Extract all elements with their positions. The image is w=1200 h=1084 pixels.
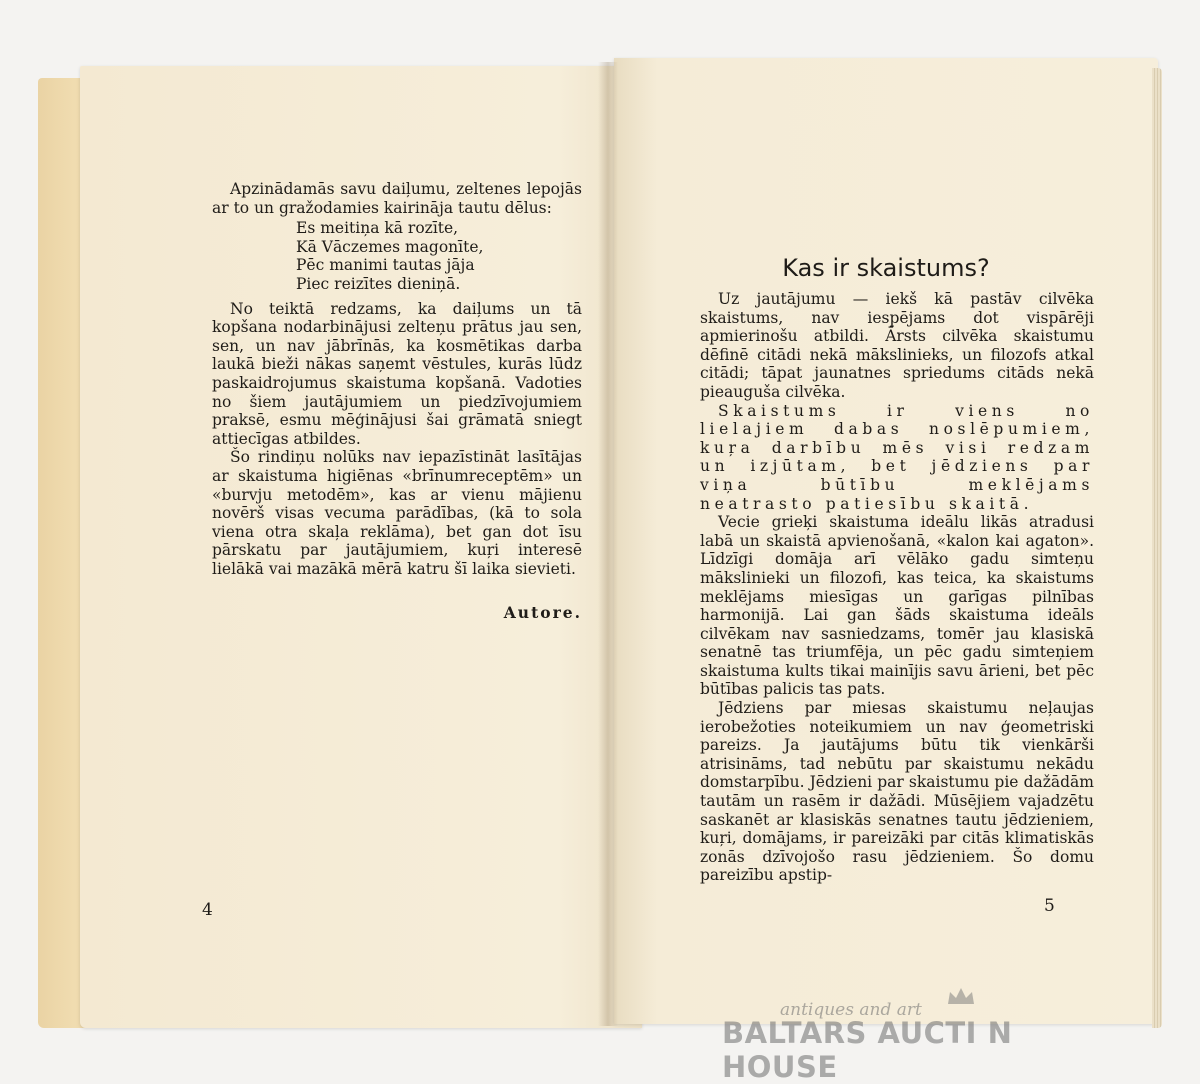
verse-line: Es meitiņa kā rozīte,: [296, 219, 459, 238]
verse-line: Piec reizītes dieniņā.: [296, 274, 461, 293]
page-stack-edge: [1152, 68, 1162, 1028]
right-paragraph-3: Vecie grieķi skaistuma ideālu likās atradusi labā un skaistā apvienošanā, «kalon kai agaton». Līdzīgi domāja arī vēlāko gadu simteņu mākslinieki un filozofi, kas teica, ka skaistums meklējams miesīgas un garīgas pilnības harmonijā. Lai gan šāds skaistuma ideāls cilvēkam nav sasniedzams, tomēr jau klasiskā senatnē tas triumfēja, un pēc gadu simteņiem skaistuma kults tikai mainījis savu ārieni, bet pēc būtības palicis tas pats.: [700, 513, 1094, 699]
right-paragraph-4: Jēdziens par miesas skaistumu neļaujas ierobežoties noteikumiem un nav ģeometriski pareizs. Ja jautājums būtu tik vienkārši atrisināms, tad nebūtu par skaistumu nekādu domstarpību. Jēdzieni par skaistumu pie dažādām tautām un rasēm ir dažādi. Mūsējiem vajadzētu saskanēt ar klasiskās senatnes tautu jēdzieniem, kuŗi, domājams, ir pareizāki par citās klimatiskās zonās dzīvojošo rasu jēdzieniem. Šo domu pareizību apstip-: [700, 699, 1094, 885]
left-paragraph-2: No teiktā redzams, ka daiļums un tā kopšana nodarbinājusi zelteņu prātus jau sen, sen, un nav jābrīnās, ka kosmētikas darba laukā bieži nākas saņemt vēstules, kurās lūdz paskaidrojumus skaistuma kopšanā. Vadoties no šiem jautājumiem un piedzīvojumiem praksē, esmu mēģinājusi šai grāmatā sniegt attiecīgas atbildes.: [212, 299, 582, 448]
page-number-right: 5: [1044, 896, 1055, 916]
verse-line: Kā Vāczemes magonīte,: [296, 237, 484, 256]
auction-house-watermark: [722, 1000, 1122, 1084]
page-number-left: 4: [202, 900, 213, 920]
right-page: [614, 58, 1158, 1024]
open-book: [38, 58, 1170, 1038]
left-page: [80, 66, 642, 1028]
author-signature: Autore.: [503, 603, 582, 623]
right-paragraph-2-spaced: Skaistums ir viens no lielajiem dabas noslēpumiem, kuŗa darbību mēs visi redzam un izjūtam, bet jēdziens par viņa būtību meklējams neatrasto patiesību skaitā.: [700, 401, 1094, 513]
chapter-heading: Kas ir skaistums?: [782, 254, 990, 282]
right-paragraph-1: Uz jautājumu — iekš kā pastāv cilvēka skaistums, nav iespējams dot vispārēji apmierinošu atbildi. Ārsts cilvēka skaistumu dēfinē citādi nekā mākslinieks, un filozofs atkal citādi; tāpat jaunatnes spriedums citāds nekā pieauguša cilvēka.: [700, 290, 1094, 401]
book-gutter: [598, 62, 618, 1026]
left-paragraph-1: Apzinādamās savu daiļumu, zeltenes lepojās ar to un gražodamies kairināja tautu dēlus:: [212, 180, 582, 217]
watermark-tagline: antiques and art: [780, 1000, 922, 1020]
folk-verse: [296, 219, 582, 293]
left-page-text: [212, 180, 582, 623]
watermark-name: BALTARS AUCTI N HOUSE: [722, 1016, 1013, 1084]
right-page-text: [700, 290, 1094, 885]
crown-icon: [946, 986, 976, 1006]
verse-line: Pēc manimi tautas jāja: [296, 256, 475, 275]
left-paragraph-3: Šo rindiņu nolūks nav iepazīstināt lasītājas ar skaistuma higiēnas «brīnumreceptēm» un «burvju metodēm», kas ar vienu mājienu novērš visas vecuma parādības, (kā to sola viena otra skaļa reklāma), bet gan dot īsu pārskatu par jautājumiem, kuŗi interesē lielākā vai mazākā mērā katru šī laika sievieti.: [212, 448, 582, 578]
